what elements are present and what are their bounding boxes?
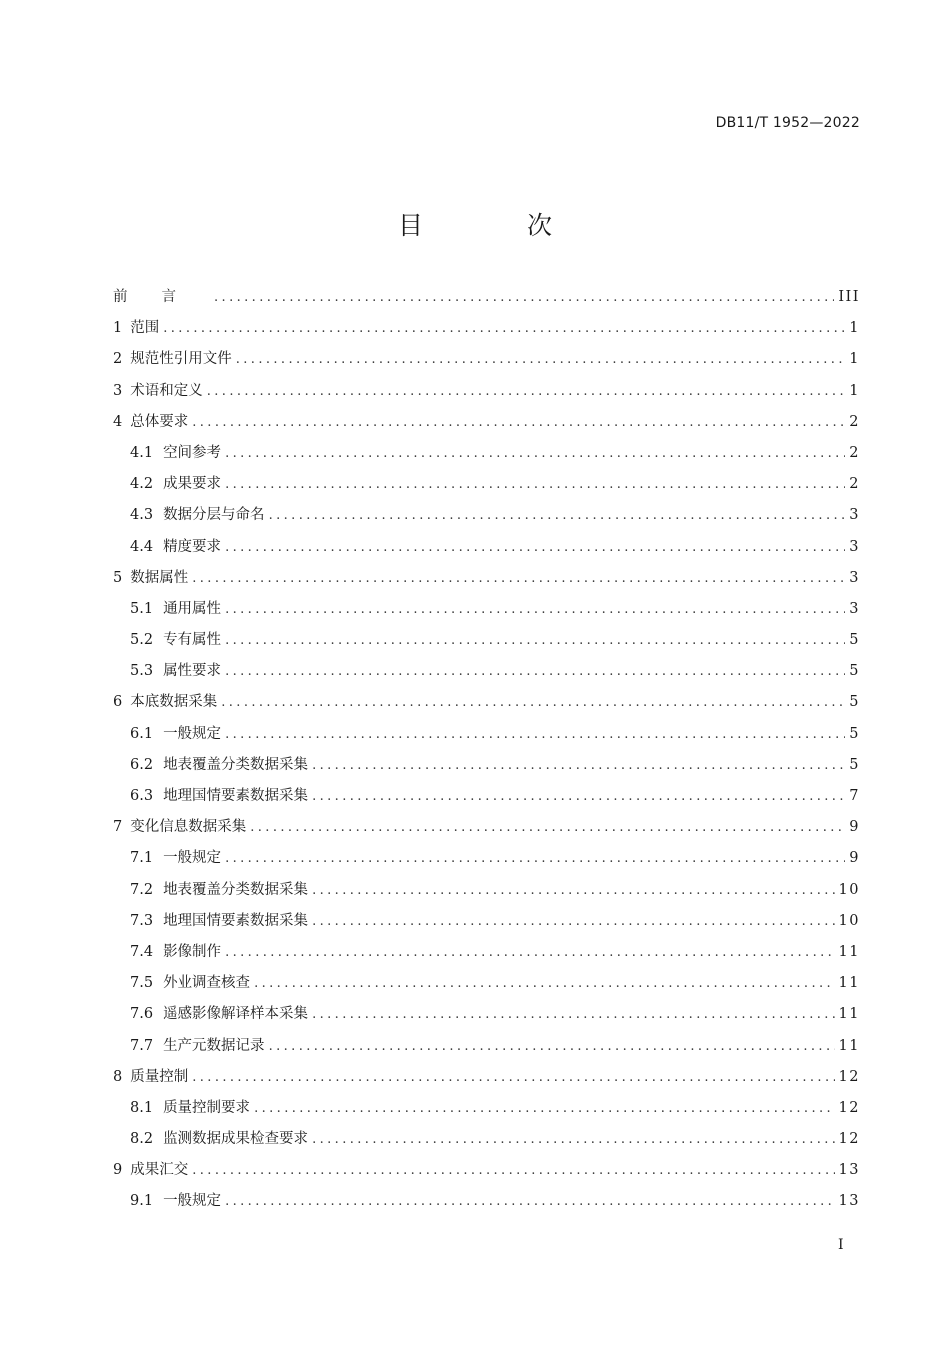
toc-dot-leader (312, 781, 845, 812)
toc-entry[interactable] (113, 843, 860, 874)
toc-entry-number: 7.5 (130, 975, 154, 992)
toc-entry-number: 1 (113, 320, 123, 337)
toc-entry-label: 专有属性 (163, 632, 222, 649)
toc-entry[interactable] (113, 1031, 860, 1062)
toc-entry-label: 生产元数据记录 (163, 1037, 265, 1054)
toc-entry-label: 本底数据采集 (130, 694, 218, 711)
toc-entry[interactable] (113, 625, 860, 656)
toc-dot-leader (225, 532, 845, 563)
toc-entry-page: 2 (849, 444, 860, 461)
toc-entry-label: 遥感影像解译样本采集 (163, 1006, 309, 1023)
toc-entry[interactable] (113, 1155, 860, 1186)
toc-entry-page: 10 (838, 912, 860, 929)
toc-entry[interactable] (113, 594, 860, 625)
toc-entry-label: 地理国情要素数据采集 (163, 788, 309, 804)
toc-entry-page: 1 (849, 351, 860, 368)
toc-entry-page: 9 (849, 850, 860, 867)
toc-entry[interactable] (113, 781, 860, 812)
toc-dot-leader (225, 937, 834, 968)
toc-entry-number: 5.1 (130, 600, 154, 617)
toc-entry-label: 前言 (113, 289, 210, 305)
toc-entry-number: 4.1 (130, 444, 154, 461)
toc-entry-page: 12 (838, 1099, 860, 1116)
toc-entry-page: 2 (849, 413, 860, 430)
toc-dot-leader (163, 313, 845, 344)
toc-entry-label: 精度要求 (163, 538, 222, 555)
toc-entry[interactable] (113, 687, 860, 718)
toc-entry[interactable] (113, 812, 860, 843)
toc-entry-label: 质量控制要求 (163, 1099, 251, 1116)
toc-entry-label: 地表覆盖分类数据采集 (163, 756, 309, 773)
toc-entry-number: 7.4 (130, 943, 154, 960)
toc-dot-leader (254, 1093, 834, 1124)
toc-entry[interactable] (113, 344, 860, 375)
toc-dot-leader (254, 968, 834, 999)
toc-dot-leader (269, 500, 846, 531)
toc-dot-leader (312, 750, 845, 781)
toc-dot-leader (221, 687, 845, 718)
toc-entry[interactable] (113, 532, 860, 563)
toc-entry-label: 影像制作 (163, 943, 222, 960)
toc-entry-number: 2 (113, 351, 123, 368)
toc-entry-page: 12 (838, 1131, 860, 1148)
toc-entry-page: 5 (849, 725, 860, 742)
toc-entry[interactable] (113, 968, 860, 999)
toc-entry-label: 规范性引用文件 (130, 351, 232, 368)
toc-dot-leader (192, 1155, 834, 1186)
toc-entry-page: III (838, 289, 860, 305)
toc-entry-page: 3 (849, 569, 860, 586)
toc-entry-number: 7.1 (130, 850, 154, 867)
toc-entry-label: 数据分层与命名 (163, 507, 265, 524)
toc-entry[interactable] (113, 1062, 860, 1093)
toc-dot-leader (225, 843, 845, 874)
toc-entry-number: 4 (113, 413, 123, 430)
toc-entry-number: 8.2 (130, 1131, 154, 1148)
toc-entry-label: 监测数据成果检查要求 (163, 1131, 309, 1148)
toc-entry-number: 7.2 (130, 881, 154, 898)
toc-entry-page: 12 (838, 1068, 860, 1085)
toc-entry-page: 3 (849, 507, 860, 524)
toc-entry[interactable] (113, 376, 860, 407)
toc-entry-page: 2 (849, 476, 860, 493)
toc-entry-number: 5.3 (130, 663, 154, 680)
toc-entry[interactable] (113, 282, 860, 313)
toc-entry-page: 11 (838, 943, 860, 960)
toc-entry-page: 13 (838, 1162, 860, 1179)
toc-entry[interactable] (113, 750, 860, 781)
toc-entry-label: 成果汇交 (130, 1162, 189, 1179)
toc-dot-leader (192, 1062, 834, 1093)
toc-entry[interactable] (113, 1124, 860, 1155)
toc-dot-leader (236, 344, 846, 375)
toc-entry-label: 空间参考 (163, 444, 222, 461)
toc-dot-leader (250, 812, 845, 843)
toc-entry-page: 5 (849, 663, 860, 680)
toc-entry[interactable] (113, 656, 860, 687)
toc-entry-number: 4.2 (130, 476, 154, 493)
toc-dot-leader (214, 282, 834, 313)
toc-entry-page: 9 (849, 819, 860, 836)
toc-entry-page: 3 (849, 600, 860, 617)
table-of-contents (113, 282, 860, 1218)
toc-dot-leader (312, 1124, 834, 1155)
toc-entry-page: 11 (838, 975, 860, 992)
toc-entry-number: 3 (113, 382, 123, 399)
toc-entry-label: 质量控制 (130, 1068, 189, 1085)
toc-entry-label: 总体要求 (130, 413, 189, 430)
toc-entry-number: 8 (113, 1068, 123, 1085)
toc-entry-number: 5.2 (130, 632, 154, 649)
toc-entry-number: 8.1 (130, 1099, 154, 1116)
toc-entry-number: 4.4 (130, 538, 154, 555)
toc-dot-leader (312, 999, 834, 1030)
toc-entry-page: 1 (849, 320, 860, 337)
page-title: 目 次 (398, 211, 600, 240)
toc-dot-leader (225, 469, 845, 500)
toc-entry[interactable] (113, 1186, 860, 1217)
toc-entry-page: 1 (849, 382, 860, 399)
toc-entry-page: 10 (838, 881, 860, 898)
toc-dot-leader (225, 656, 845, 687)
page-number: I (838, 1237, 844, 1253)
toc-entry[interactable] (113, 438, 860, 469)
toc-entry[interactable] (113, 937, 860, 968)
toc-entry-label: 变化信息数据采集 (130, 819, 247, 836)
toc-dot-leader (225, 438, 845, 469)
toc-dot-leader (225, 719, 845, 750)
toc-entry-label: 外业调查核查 (163, 975, 251, 992)
toc-entry-label: 范围 (130, 320, 160, 337)
toc-entry-label: 一般规定 (163, 1193, 222, 1210)
toc-entry-number: 6.3 (130, 788, 154, 804)
toc-dot-leader (207, 376, 846, 407)
toc-entry[interactable] (113, 500, 860, 531)
toc-entry-page: 7 (849, 788, 860, 804)
toc-entry-number: 7.3 (130, 912, 154, 929)
toc-entry[interactable] (113, 563, 860, 594)
toc-entry[interactable] (113, 469, 860, 500)
toc-entry-page: 11 (838, 1037, 860, 1054)
toc-entry-number: 7.6 (130, 1006, 154, 1023)
toc-entry-label: 一般规定 (163, 725, 222, 742)
toc-entry-label: 数据属性 (130, 569, 189, 586)
toc-entry-page: 5 (849, 756, 860, 773)
toc-entry-label: 术语和定义 (130, 382, 203, 399)
toc-entry[interactable] (113, 906, 860, 937)
toc-entry-label: 地理国情要素数据采集 (163, 912, 309, 929)
toc-entry-number: 5 (113, 569, 123, 586)
toc-dot-leader (269, 1031, 835, 1062)
toc-dot-leader (225, 625, 845, 656)
toc-dot-leader (192, 407, 845, 438)
toc-entry-label: 成果要求 (163, 476, 222, 493)
toc-entry-label: 属性要求 (163, 663, 222, 680)
toc-entry-number: 6 (113, 694, 123, 711)
standard-code: DB11/T 1952—2022 (715, 115, 860, 131)
toc-entry[interactable] (113, 313, 860, 344)
toc-entry[interactable] (113, 875, 860, 906)
toc-entry-number: 9.1 (130, 1193, 154, 1210)
toc-entry-number: 6.2 (130, 756, 154, 773)
toc-entry-label: 通用属性 (163, 600, 222, 617)
toc-entry-label: 地表覆盖分类数据采集 (163, 881, 309, 898)
toc-dot-leader (312, 875, 834, 906)
toc-entry[interactable] (113, 719, 860, 750)
toc-entry-page: 5 (849, 632, 860, 649)
toc-entry[interactable] (113, 1093, 860, 1124)
toc-entry-number: 7.7 (130, 1037, 154, 1054)
toc-entry-label: 一般规定 (163, 850, 222, 867)
toc-dot-leader (192, 563, 845, 594)
toc-entry-number: 6.1 (130, 725, 154, 742)
toc-entry-page: 5 (849, 694, 860, 711)
toc-entry[interactable] (113, 407, 860, 438)
toc-entry-number: 7 (113, 819, 123, 836)
toc-dot-leader (225, 1186, 834, 1217)
toc-entry-page: 13 (838, 1193, 860, 1210)
toc-entry-number: 9 (113, 1162, 123, 1179)
toc-entry-page: 11 (838, 1006, 860, 1023)
toc-dot-leader (225, 594, 845, 625)
toc-entry[interactable] (113, 999, 860, 1030)
toc-dot-leader (312, 906, 834, 937)
toc-entry-page: 3 (849, 538, 860, 555)
toc-entry-number: 4.3 (130, 507, 154, 524)
